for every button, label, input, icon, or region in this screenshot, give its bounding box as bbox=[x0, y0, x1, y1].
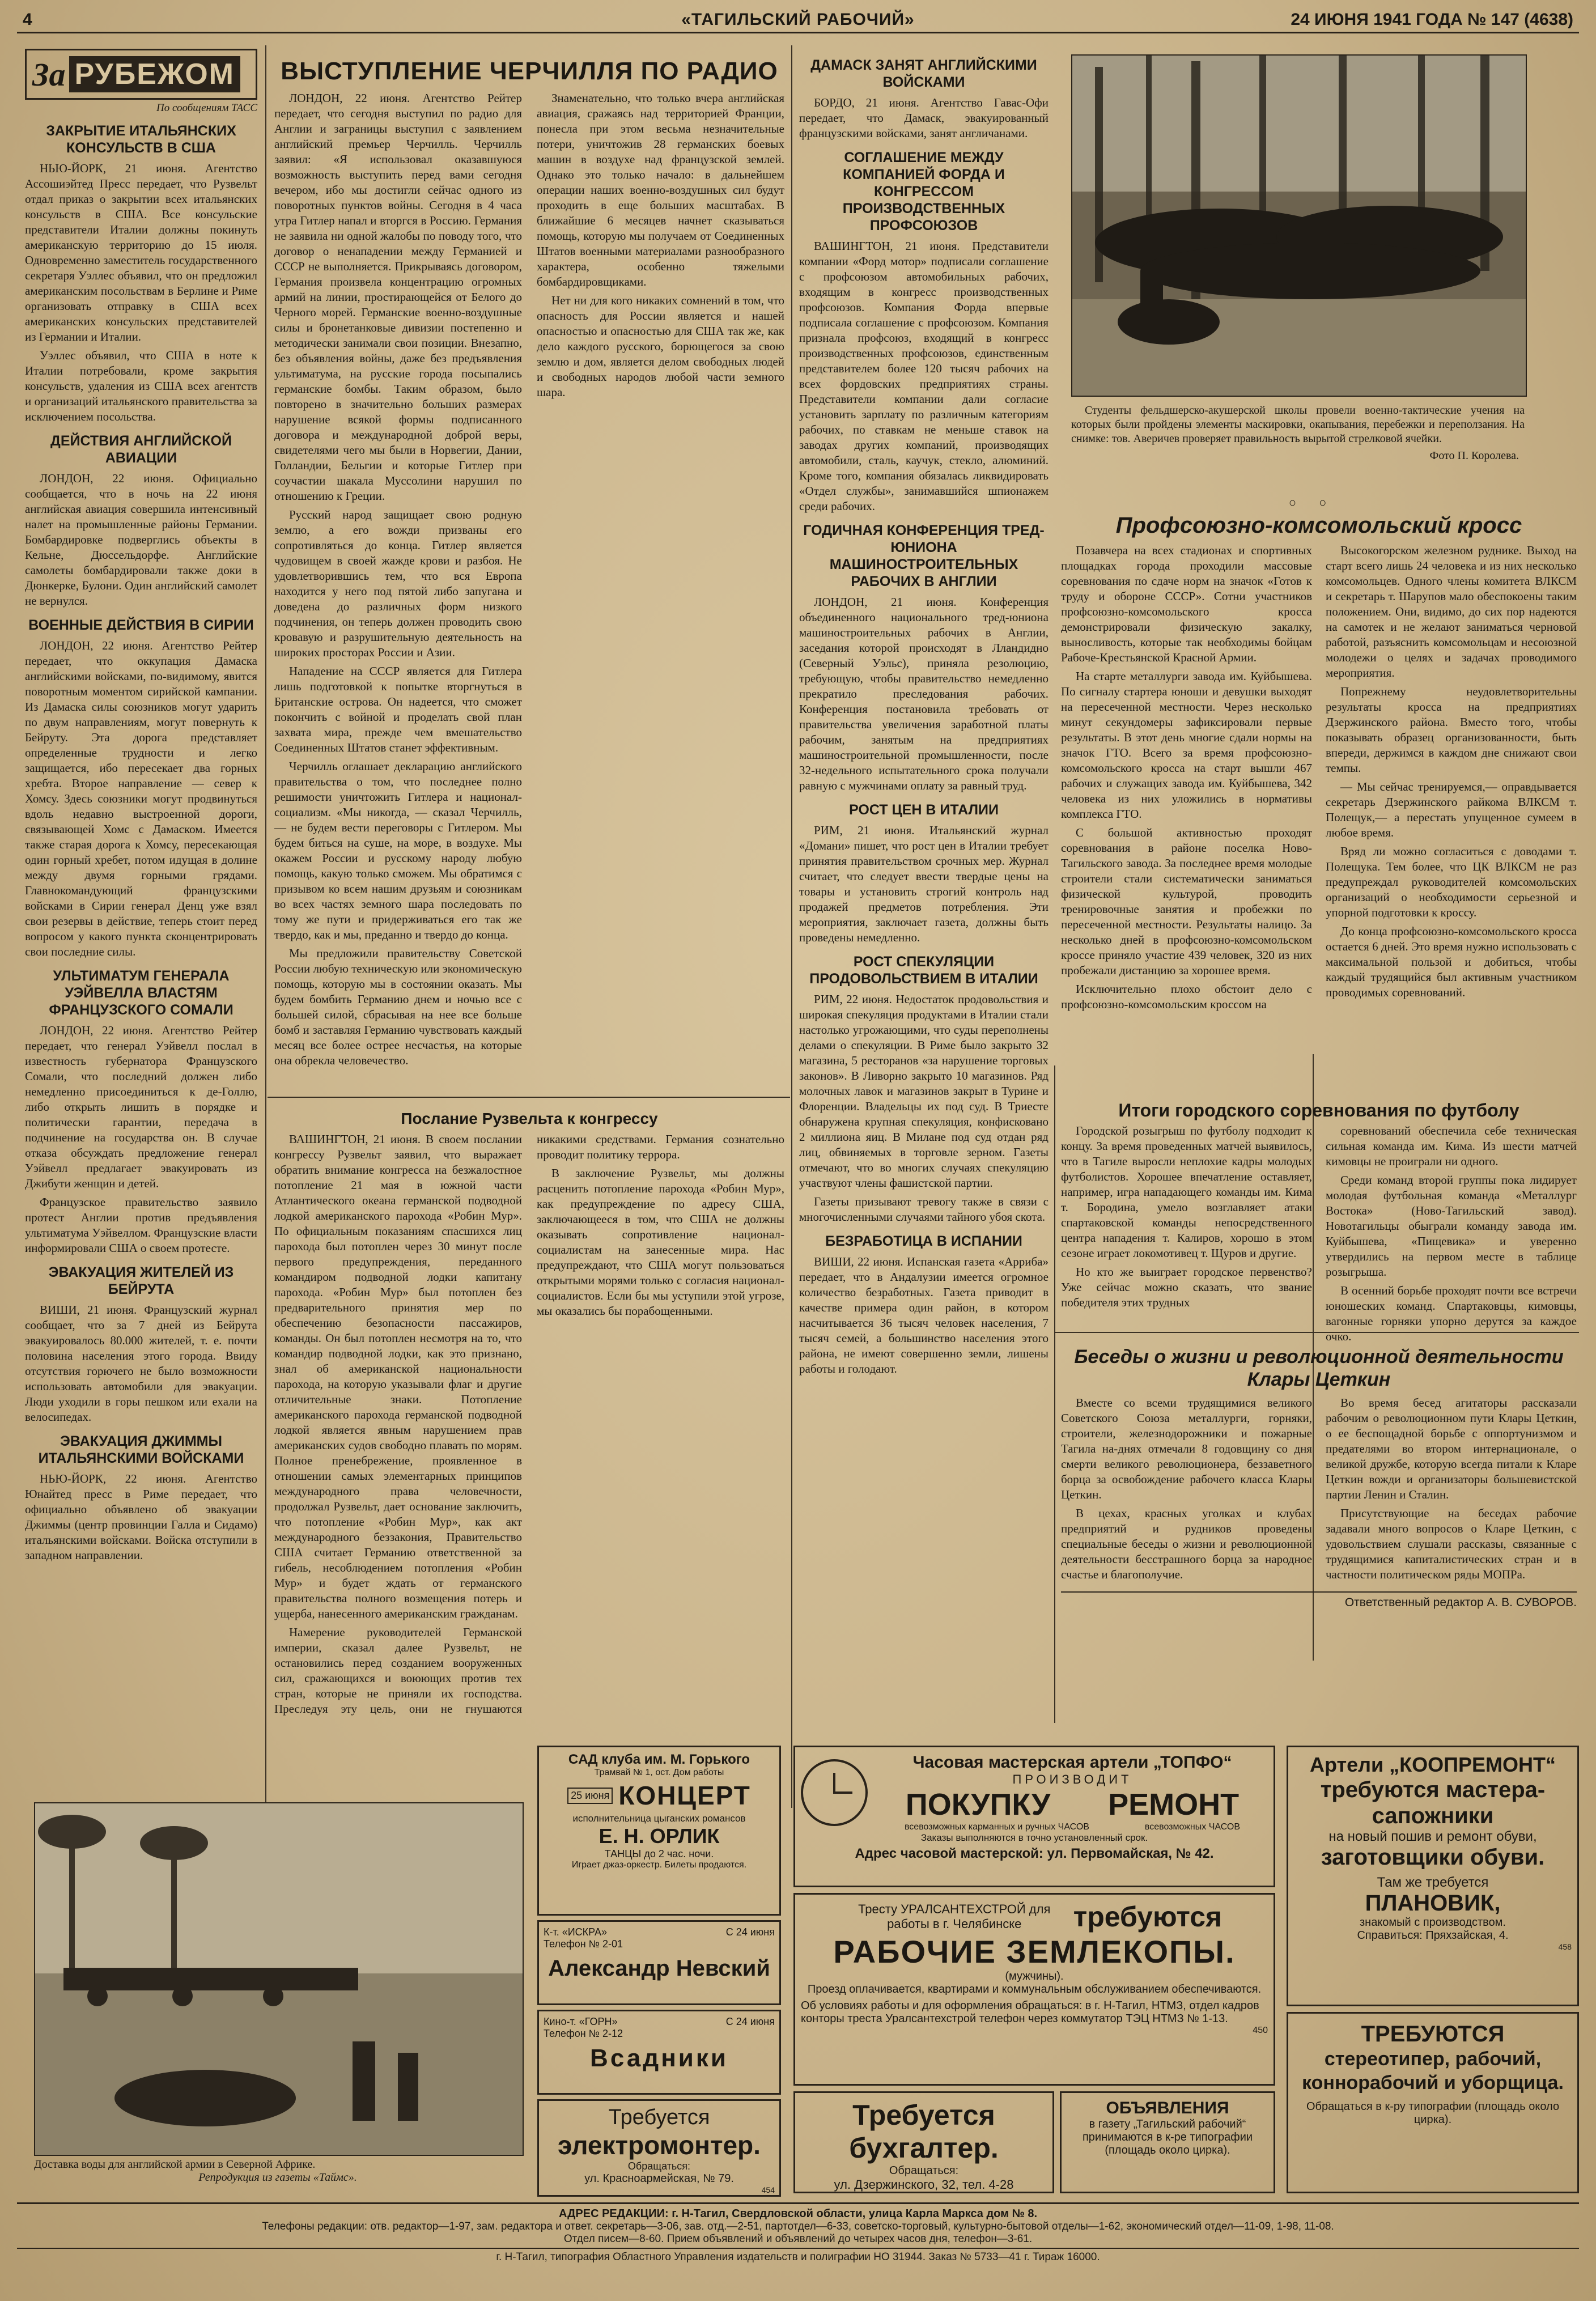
article-title: УЛЬТИМАТУМ ГЕНЕРАЛА УЭЙВЕЛЛА ВЛАСТЯМ ФРАНЦУЗСКОГО СОМАЛИ bbox=[49, 968, 234, 1018]
gorn-date: С 24 июня bbox=[725, 2016, 775, 2027]
club-date: 25 июня bbox=[567, 1788, 613, 1804]
diggers-required: требуются bbox=[1073, 1901, 1223, 1933]
article-title: ГОДИЧНАЯ КОНФЕРЕНЦИЯ ТРЕД-ЮНИОНА МАШИНОСТРОИТЕЛЬНЫХ РАБОЧИХ В АНГЛИИ bbox=[803, 523, 1045, 589]
stereo-jobs: стереотипер, рабочий, коннорабочий и уборщица. bbox=[1302, 2048, 1564, 2094]
footer-printing: г. Н-Тагил, типография Областного Управления издательств и полиграфии НО 31944. Заказ № 5733—41 г. Тираж 16000. bbox=[17, 2248, 1579, 2264]
diggers-num: 450 bbox=[1253, 2026, 1268, 2035]
paragraph: На старте металлурги завода им. Куйбышева. По сигналу стартера юноши и девушки выходят на пересеченной местности. Через несколько минут секундомеры зафиксировали первые результаты. В этот день многие сдали нормы на значок ГТО. Всего за время профсоюзно-комсомольского кросса на старт вышли 467 рабочих и служащих завода им. Куйбышева, 342 человека из них уложились в нормативы комплекса ГТО. bbox=[1061, 669, 1312, 821]
watch-all: всевозможных ЧАСОВ bbox=[1144, 1822, 1241, 1832]
paragraph: НЬЮ-ЙОРК, 21 июня. Агентство Ассошиэйтед Пресс передает, что Рузвельт отдал приказ о закрытии всех итальянских консульств в США. Все консульские представители Италии должны покинуть американскую территорию до 15 июля. Одновременно заместитель государственного секретаря Уэллес объявил, что он предложил американским посольствам в Берлине и Риме организовать отправку в США всех американских консульских представителей из Германии и Италии. bbox=[25, 162, 257, 343]
paragraph: Уэллес объявил, что США в ноте к Италии потребовали, кроме закрытия консульств, удаления из США всех агентств и организаций итальянского правительства за исключением посольства. bbox=[25, 349, 257, 423]
paragraph: ЛОНДОН, 22 июня. Агентство Рейтер передает, что оккупация Дамаска английскими войсками, по-видимому, явится поворотным моментом сирийской кампании. Из Дамаска силы союзников могут ударить по двум направлениям, могут повернуть к Бейруту. Эта дорога представляет определенные трудности и легко защищается, ибо пересекает два горных хребта. Второе направление — север к Хомсу. Здесь союзники могут продвинуться вдоль недавно выстроенной дороги, связывающей Хомс с Дамаском. Имеется также старая дорога к Хомсу, пересекающая один горный хребет, потом идущая в долине между двумя горными грядами. Главнокомандующий французскими войсками в Сирии генерал Денц уже взял свои резервы в действие, теперь стоит перед вопросом у какого пункта сконцентрировать свои последние силы. bbox=[25, 639, 257, 958]
football-article bbox=[1061, 1094, 1577, 1343]
electrician-address: ул. Красноармейская, № 79. bbox=[584, 2172, 734, 2185]
africa-photo-image bbox=[35, 1803, 523, 2155]
diggers-men: (мужчины). bbox=[1005, 1970, 1064, 1982]
kooprem-planner-req: знакомый с производством. bbox=[1359, 1916, 1506, 1929]
column-rule bbox=[1054, 1065, 1055, 1723]
training-photo-image bbox=[1072, 56, 1526, 396]
paragraph: Намерение руководителей Германской империи, сказал далее Рузвельт, не остановились перед созданием вооруженных сил, сражающихся и воюющих против тех стран, которые не приняли их господства. Преследуя эту цель, они не гнушаются никакими средствами. Германия сознательно проводит политику террора. bbox=[274, 1132, 784, 1716]
page-number: 4 bbox=[23, 10, 32, 29]
paragraph: — Мы сейчас тренируемся,— оправдывается секретарь Дзержинского райкома ВЛКСМ т. Полещук,— а перестать упущенное сумеем в любое время. bbox=[1326, 780, 1577, 839]
article-title: ЭВАКУАЦИЯ ДЖИММЫ ИТАЛЬЯНСКИМИ ВОЙСКАМИ bbox=[38, 1433, 244, 1466]
kooprem-num: 458 bbox=[1558, 1942, 1572, 1951]
electrician-title: электромонтер. bbox=[558, 2130, 761, 2160]
stereo-contact: Обращаться в к-ру типографии (площадь около цирка). bbox=[1306, 2100, 1560, 2126]
gorn-film: Всадники bbox=[590, 2044, 728, 2072]
paragraph: Французское правительство заявило протест Англии против предъявления ультиматума Уэйвеллом. Французские власти информировали США о своем протесте. bbox=[25, 1195, 257, 1255]
watch-address: Адрес часовой мастерской: ул. Первомайская, № 42. bbox=[855, 1846, 1214, 1861]
paragraph: Высокогорском железном руднике. Выход на старт всего лишь 24 человека и из них несколько комсомольцев. Одного члены комитета ВЛКСМ и секретарь т. Шарупов мало обеспокоены таким положением. Они, видимо, до сих пор надеются на самотек и не желают заниматься черновой работой, разъяснить комсомольцам и несоюзной молодежи о целях и задачах проводимого мероприятия. bbox=[1326, 544, 1577, 680]
electrician-contact-label: Обращаться: bbox=[627, 2160, 691, 2172]
column-rule bbox=[791, 45, 792, 1808]
paragraph: Русский народ защищает свою родную землю, а его вожди призваны его сопротивляться до конца. Гитлер является чудовищем в своей жажде крови и разбоя. Не удовлетворившись тем, что вся Европа находится у него под пятой либо запугана и доведена до различных форм низкого подчинения, он теперь должен проводить свою кровавую и разрушительную деятельность на широких просторах России и Азии. bbox=[274, 508, 522, 659]
rubric-za: За bbox=[32, 56, 66, 93]
gorn-phone: Телефон № 2-12 bbox=[544, 2028, 623, 2039]
paragraph: РИМ, 22 июня. Недостаток продовольствия и широкая спекуляция продуктами в Италии стали настолько угрожающими, что суды переполнены делами о спекуляции. В Риме было закрыто 32 магазина, 5 ресторанов «за нарушение торговых законов». В Ливорно закрыто 10 магазинов. Ряд молочных лавок и магазинов закрыт в Турине и Флоренции. Владельцы их под суд. В Триесте обнаружена крупная спекуляция, конфисковано 2 миллиона яиц. В Милане под суд отдан ряд лиц, обвиняемых в торговле зерном. Газеты отмечают, что во многих случаях спекуляцию участвуют члены фашистской партии. bbox=[799, 992, 1049, 1190]
paragraph: Вряд ли можно согласиться с доводами т. Полещука. Тем более, что ЦК ВЛКСМ не раз предупреждал руководителей комсомольских организаций о необходимости серьезной и упорной подготовки к кроссу. bbox=[1326, 844, 1577, 919]
paragraph: Среди команд второй группы пока лидирует молодая футбольная команда «Металлург Востока» (Ново-Тагильский завод). Новотагильцы обыграли команду завода им. Куйбышева, «Пищевика» и уверенно утвердились на первом месте в таблице розыгрыша. bbox=[1326, 1173, 1577, 1279]
club-tickets: Играет джаз-оркестр. Билеты продаются. bbox=[571, 1860, 747, 1870]
paragraph: В заключение Рузвельт, мы должны расценить потопление парохода «Робин Мур», как предупреждение по адресу США, заключающееся в том, что США не должны оказывать сопротивление национал-социалистам на занесенные мира. Нас предупреждают, что США могут пользоваться открытыми морями только с согласия национал-социалистов. Если бы мы уступили этой угрозе, мы оказались бы порабощенными. bbox=[537, 1166, 784, 1318]
zetkin-title: Беседы о жизни и революционной деятельности Клары Цеткин bbox=[1074, 1346, 1564, 1390]
club-performer: Е. Н. ОРЛИК bbox=[598, 1824, 720, 1848]
paragraph: Городской розыгрыш по футболу подходит к концу. За время проведенных матчей выявилось, что в Тагиле выросли неплохие кадры молодых футболистов. Хорошее впечатление оставляет, например, игра нападающего команды им. Кима т. Бородина, умело возглавляет атаки спартаковской команды непосредственного центра нападения т. Калиров, хорошо в этом сезоне играет локомотивец т. Щуров и другие. bbox=[1061, 1124, 1312, 1260]
iskra-ad bbox=[537, 1920, 781, 2005]
kooprem-name: Артели „КООПРЕМОНТ“ bbox=[1309, 1753, 1556, 1776]
article-title: ЗАКРЫТИЕ ИТАЛЬЯНСКИХ КОНСУЛЬСТВ В США bbox=[46, 123, 236, 156]
abroad-column bbox=[25, 49, 257, 1772]
paper-name: «ТАГИЛЬСКИЙ РАБОЧИЙ» bbox=[681, 10, 915, 29]
article-title: РОСТ СПЕКУЛЯЦИИ ПРОДОВОЛЬСТВИЕМ В ИТАЛИИ bbox=[809, 954, 1038, 987]
churchill-title: ВЫСТУПЛЕНИЕ ЧЕРЧИЛЛЯ ПО РАДИО bbox=[281, 57, 778, 85]
club-transport: Трамвай № 1, ост. Дом работы bbox=[594, 1768, 724, 1777]
iskra-film: Александр Невский bbox=[548, 1956, 770, 1981]
kooprem-ad bbox=[1287, 1746, 1579, 2006]
stereo-ad bbox=[1287, 2012, 1579, 2193]
training-credit: Фото П. Королева. bbox=[1429, 449, 1519, 462]
zetkin-col-b bbox=[1326, 1395, 1577, 1586]
zetkin-article bbox=[1061, 1338, 1577, 1695]
paragraph: Исключительно плохо обстоит дело с профсоюзно-комсомольским кроссом на bbox=[1061, 982, 1312, 1011]
paragraph: Вместе со всеми трудящимися великого Советского Союза металлурги, горняки, строители, железнодорожники и пожарные Тагила на-днях отмечали 8 годовщину со дня смерти великого революционера, беззаветного борца за освобождение рабочего класса Клары Цеткин. bbox=[1061, 1396, 1312, 1501]
masthead bbox=[17, 7, 1579, 33]
watch-produces: ПРОИЗВОДИТ bbox=[1012, 1772, 1132, 1786]
football-title: Итоги городского соревнования по футболу bbox=[1118, 1100, 1519, 1120]
iskra-phone: Телефон № 2-01 bbox=[544, 1938, 623, 1950]
roosevelt-article bbox=[274, 1102, 784, 1743]
paragraph: соревнований обеспечила себе техническая сильная команда им. Кима. Из шести матчей кимовцы не проиграли ни одного. bbox=[1326, 1124, 1577, 1168]
roosevelt-body bbox=[274, 1132, 784, 1738]
accountant-ad bbox=[793, 2091, 1054, 2193]
football-col-b bbox=[1326, 1123, 1577, 1348]
cross-title: Профсоюзно-комсомольский кросс bbox=[1115, 513, 1522, 538]
paragraph: Газеты призывают тревогу также в связи с многочисленными случаями тайного убоя скота. bbox=[799, 1195, 1049, 1224]
section-rule bbox=[268, 1097, 790, 1098]
paragraph: Мы предложили правительству Советской России любую техническую или экономическую помощь, которую мы в состоянии оказать. Мы будем бомбить Германию днем и ночью все с большей силой, сбрасывая на нее все больше бомб и заставляя Германию чувствовать каждый месяц все более острее несчастья, на которые она обрекла человечество. bbox=[274, 946, 522, 1067]
footer-phones: Телефоны редакции: отв. редактор—1-97, зам. редактора и ответ. секретарь—3-06, зав. отд.—2-51, партотдел—6-33, советско-торговый, культурно-бытовой отделы—1-62, экономический отдел—11-09, 1-98, 11-08. bbox=[262, 2221, 1334, 2232]
watch-pocket: всевозможных карманных и ручных ЧАСОВ bbox=[904, 1822, 1089, 1832]
accountant-address: ул. Дзержинского, 32, тел. 4-28 bbox=[834, 2177, 1014, 2192]
paragraph: Черчилль оглашает декларацию английского правительства о том, что последнее полно решимости уничтожить Гитлера и национал-социализм. «Мы никогда, — сказал Черчилль, — не будем вести переговоры с Гитлером. Мы будем биться на суше, на море, в воздухе. Мы окажем России и русскому народу любую помощь, какую только сможем. Мы обратимся с призывом ко всем нашим друзьям и союзникам во всех частях земного шара последовать по тому же пути и придерживаться его так же твердо, как и мы, преданно и твердо до конца. bbox=[274, 759, 522, 941]
paragraph: В осенний борьбе проходят почти все встречи юношеских команд. Спартаковцы, кимовцы, вагонные горняки упорно дерутся за каждое очко. bbox=[1326, 1284, 1577, 1343]
watch-shop: Часовая мастерская артели „ТОПФО“ bbox=[912, 1753, 1232, 1772]
accountant-title: Требуется бухгалтер. bbox=[849, 2099, 999, 2164]
abroad-rubric bbox=[25, 49, 257, 100]
abroad-items bbox=[25, 122, 257, 1563]
paragraph: ЛОНДОН, 21 июня. Конференция объединенного национального тред-юниона машиностроительных рабочих в Англии, заседания которой происходят в Лландидно (Северный Уэльс), приняла резолюцию, требующую, чтобы правительство немедленно прекратило преследования рабочих. Конференция постановила требовать от правительства увеличения заработной платы рабочим, занятым на предприятиях машиностроительной промышленности, после 32-недельного испытательного срока получали равную с мужчинами оплату за равный труд. bbox=[799, 595, 1049, 792]
paragraph: Нападение на СССР является для Гитлера лишь подготовкой к попытке вторгнуться в Британские острова. Он надеется, что сможет покончить с войной и проделать свой план захвата мира, прежде чем вмешательство Соединенных Штатов станет эффективным. bbox=[274, 664, 522, 754]
club-ad bbox=[537, 1746, 781, 1916]
kooprem-work: на новый пошив и ремонт обуви, bbox=[1328, 1829, 1537, 1844]
paragraph: ВИШИ, 21 июня. Французский журнал сообщает, что за 7 дней из Бейрута эвакуировалось 80.000 жителей, т. е. почти половина населения этого города. Ввиду отсутствия горючего не было возможности использовать автомобили для эвакуации. Люди уходили в горы пешком или ехали на велосипедах. bbox=[25, 1303, 257, 1424]
notices-title: ОБЪЯВЛЕНИЯ bbox=[1106, 2099, 1229, 2117]
paragraph: Присутствующие на беседах рабочие задавали много вопросов о Кларе Цеткин, с удовольствием слушали рассказы, связанные с трудящимися капиталистических стран и в частности политическом ряды МОПРа. bbox=[1326, 1506, 1577, 1581]
zetkin-col-a bbox=[1061, 1395, 1312, 1586]
training-photo bbox=[1071, 54, 1527, 397]
roosevelt-title: Послание Рузвельта к конгрессу bbox=[401, 1110, 658, 1127]
paragraph: С большой активностью проходят соревнования в районе поселка Ново-Тагильского завода. За последнее время молодые строители стали систематически заниматься физической культурой, проводить тренировочные занятия и пробежки по пересеченной местности. Результаты налицо. За несколько дней в профсоюзно-комсомольском кроссе приняло участие 439 человек, 320 из них пробежали дистанцию за хорошее время. bbox=[1061, 826, 1312, 977]
club-dancing: ТАНЦЫ до 2 час. ночи. bbox=[604, 1848, 714, 1860]
column-rule bbox=[265, 45, 266, 1808]
paragraph: БОРДО, 21 июня. Агентство Гавас-Офи передает, что Дамаск, эвакуированный французскими войсками, занят англичанами. bbox=[799, 96, 1049, 140]
paragraph: ЛОНДОН, 22 июня. Официально сообщается, что в ночь на 22 июня английская авиация совершила интенсивный налет на промышленные районы Германии. Бомбардировке подверглись объекты в Кельне, Дюссельдорфе. Английские самолеты бомбардировали также доки в Дюнкерке, Булони. Один английский самолет не вернулся. bbox=[25, 472, 257, 608]
cross-col-a bbox=[1061, 543, 1312, 1016]
news-column-3 bbox=[799, 49, 1049, 1749]
article-title: ЭВАКУАЦИЯ ЖИТЕЛЕЙ ИЗ БЕЙРУТА bbox=[48, 1264, 234, 1297]
gorn-ad bbox=[537, 2010, 781, 2095]
electrician-num: 454 bbox=[761, 2185, 775, 2194]
diggers-trust: Тресту УРАЛСАНТЕХСТРОЙ для работы в г. Челябинске bbox=[858, 1902, 1051, 1931]
cross-article: ○○ Профсоюзно-комсомольский кросс Позавчера на всех стадионах и спортивных площадках города проходили массовые соревнования по сдаче норм на значок «Готов к труду и обороне СССР». Сотни участников профсоюзно-комсомольского кросса демонстрировали физическую закалку, выносливость, которые так необходимы бойцам Рабоче-Крестьянской Красной Армии. На старте металлурги завода им. Куйбышева. По сигналу стартера юноши и девушки выходят на пересеченной местности. Через несколько минут секундомеры зафиксировали первые результаты. В этот день многие сдали нормы на значок ГТО. Всего за время профсоюзно-комсомольского кросса на старт вышли 467 рабочих и служащих завода им. Куйбышева, 342 человека из них уложились в нормативы комплекса ГТО. С большой активностью проходят соревнования в районе поселка Ново-Тагильского завода. За последнее время молодые строители стали систематически заниматься физической культурой, проводить тренировочные занятия и пробежки по пересеченной местности. Результаты налицо. За несколько дней в профсоюзно-комсомольском кроссе приняло участие 439 человек, 320 из них пробежали дистанцию за хорошее время. Исключительно плохо обстоит дело с профсоюзно-комсомольским кроссом на Высокогорском железном руднике. Выход на старт всего лишь 24 человека и из них несколько комсомольцев. Одного члены комитета ВЛКСМ и секретарь т. Шарупов мало обеспокоены таким положением. Они, видимо, до сих пор надеются на самотек и не желают заниматься черновой работой, разъяснить комсомольцам и несоюзной молодежи о целях и задачах проводимого мероприятия. Попрежнему неудовлетворительны результаты кросса на предприятиях Дзержинского района. Вместо того, чтобы показывать образец организованности, быть впереди, держимся в каждом дне снижают свои темпы. — Мы сейчас тренируемся,— оправдывается секретарь Дзержинского райкома ВЛКСМ т. Полещук,— а перестать упущенное сумеем в любое время. Вряд ли можно согласиться с доводами т. Полещука. Тем более, что ЦК ВЛКСМ не раз предупреждал руководителей комсомольских организаций о необходимости серьезной и упорной подготовки к кроссу. До конца профсоюзно-комсомольского кросса остается 6 дней. Это время нужно использовать с максимальной пользой и добиться, чтобы каждый трудящийся был активным участником проводимых соревнований. bbox=[1061, 493, 1577, 1065]
paragraph: До конца профсоюзно-комсомольского кросса остается 6 дней. Это время нужно использовать с максимальной пользой и добиться, чтобы каждый трудящийся был активным участником проводимых соревнований. bbox=[1326, 924, 1577, 999]
training-caption: Студенты фельдшерско-акушерской школы провели военно-тактические учения на которых были пройдены элементы маскировки, окапывания, перебежки и переползания. На снимке: тов. Аверичев проверяет правильность вырытой стрелковой ячейки. bbox=[1071, 404, 1525, 445]
club-event: КОНЦЕРТ bbox=[618, 1781, 751, 1810]
article-title: ВОЕННЫЕ ДЕЙСТВИЯ В СИРИИ bbox=[28, 617, 254, 633]
rubric-rubezhom: РУБЕЖОМ bbox=[69, 56, 240, 92]
football-col-a bbox=[1061, 1123, 1312, 1348]
paragraph: Знаменательно, что только вчера английская авиация, сражаясь над территорией Франции, понесла при этом весьма незначительные потери, уничтожив 28 германских боевых машин в воздухе над французской землей. Однако это только начало: в дальнейшем операции наших военно-воздушных сил будут проходить в еще больших масштабах. В ближайшие 6 месяцев начнет сказываться помощь, которую мы получаем от Соединенных Штатов военными материалами разнообразного характера, особенно тяжелыми бомбардировщиками. bbox=[537, 91, 784, 288]
paragraph: Во время бесед агитаторы рассказали рабочим о революционном пути Клары Цеткин, о ее беспощадной борьбе с оппортунизмом и предателями во втором интернационале, о великой дружбе, которую всегда питали к Кларе Цеткин вожди и организаторы большевистской партии Ленин и Сталин. bbox=[1326, 1396, 1577, 1501]
churchill-article bbox=[274, 54, 784, 1092]
paragraph: ВАШИНГТОН, 21 июня. В своем послании конгрессу Рузвельт заявил, что выражает обратить внимание конгресса на безжалостное потопление 21 мая в южной части Атлантического океана германской подводной лодкой американского парохода «Робин Мур». По официальным показаниям спасшихся лиц парохода был потоплен через 30 минут после первого предупреждения, переданного командиром подводной лодки капитану парохода. «Робин Мур» был потоплен без предварительного принятия мер по обеспечению безопасности пассажиров, команды. Он был потоплен несмотря на то, что командир подводной лодки, как это признано, знал об американской национальности парохода, на которую указывали флаг и другие отличительные знаки. Потопление американского парохода германской подводной лодкой является явным нарушением прав американских судов свободно плавать по морям. Полное пренебрежение, проявленное в отношении самых элементарных принципов международного права человечности, продолжал Рузвельт, дает основание заключить, что потопление «Робин Мур», как акт международного беззакония, Правительство США считает Германию ответственной за гибель, несоблюдением потопления «Робин Мур» и будет ждать от германского правительства полного возмещения потерь и ущерба, нанесенного американским гражданам. bbox=[274, 1132, 522, 1620]
paragraph: Позавчера на всех стадионах и спортивных площадках города проходили массовые соревнования по сдаче норм на значок «Готов к труду и обороне СССР». Сотни участников профсоюзно-комсомольского кросса демонстрировали физическую закалку, выносливость, которые так необходимы бойцам Рабоче-Крестьянской Красной Армии. bbox=[1061, 544, 1312, 664]
accountant-contact-label: Обращаться: bbox=[889, 2164, 959, 2177]
iskra-name: К-т. «ИСКРА» bbox=[544, 1926, 607, 1938]
kooprem-planner: ПЛАНОВИК, bbox=[1365, 1891, 1501, 1916]
kooprem-also: Там же требуется bbox=[1377, 1875, 1489, 1890]
col3-items bbox=[799, 57, 1049, 1377]
paragraph: Попрежнему неудовлетворительны результаты кросса на предприятиях Дзержинского района. Вместо того, чтобы показывать образец организованности, быть впереди, держимся в каждом дне снижают свои темпы. bbox=[1326, 685, 1577, 775]
cross-col-b bbox=[1326, 543, 1577, 1016]
article-title: БЕЗРАБОТИЦА В ИСПАНИИ bbox=[825, 1233, 1022, 1249]
issue-date: 24 ИЮНЯ 1941 ГОДА № 147 (4638) bbox=[1291, 10, 1573, 29]
footer-address: АДРЕС РЕДАКЦИИ: г. Н-Тагил, Свердловской области, улица Карла Маркса дом № 8. bbox=[558, 2207, 1038, 2220]
kooprem-required: требуются мастера-сапожники bbox=[1320, 1777, 1546, 1828]
paragraph: Но кто же выиграет городское первенство? Уже сейчас можно сказать, что звание победителя этих трудных bbox=[1061, 1265, 1312, 1309]
paragraph: В цехах, красных уголках и клубах предприятий и рудников проведены специальные беседы о жизни и революционной деятельности бесстрашного борца за народное счастье и благополучие. bbox=[1061, 1506, 1312, 1581]
paragraph: ЛОНДОН, 22 июня. Агентство Рейтер передает, что генерал Уэйвелл послал в известность губернатора Французского Сомали, что последний должен либо немедленно присоединиться к де-Голлю, либо открыть лишить в порядке и политически гарантии, передача в подчинение на государства он. В случае отказа обсуждать предложение генерал Уэйвелл предлагает эвакуировать из Джибути женщин и детей. bbox=[25, 1024, 257, 1190]
africa-caption: Доставка воды для английской армии в Северной Африке. bbox=[34, 2158, 316, 2171]
footer bbox=[17, 2202, 1579, 2295]
notices-text: в газету „Тагильский рабочий“ принимаются в к-ре типографии (площадь около цирка). bbox=[1082, 2118, 1253, 2156]
gorn-name: Кино-т. «ГОРН» bbox=[544, 2016, 618, 2027]
diggers-title: РАБОЧИЕ ЗЕМЛЕКОПЫ. bbox=[833, 1934, 1236, 1969]
kooprem-cutters: заготовщики обуви. bbox=[1321, 1845, 1545, 1870]
watch-ad bbox=[793, 1746, 1275, 1887]
paragraph: ВИШИ, 22 июня. Испанская газета «Арриба» передает, что в Андалузии имеется огромное количество безработных. Газета приводит в качестве примера один район, в котором насчитывается 36 тысяч человек населения, 7 тысяч семей, а большинство населения этого района, не имеют совершенно земли, лишены работы и голодают. bbox=[799, 1255, 1049, 1375]
africa-photo bbox=[34, 1802, 524, 2156]
kooprem-address: Справиться: Пряхзайская, 4. bbox=[1357, 1929, 1509, 1942]
watch-terms: Заказы выполняются в точно установленный срок. bbox=[920, 1832, 1148, 1843]
footer-letters: Отдел писем—8-60. Прием объявлений и объявлений до четырех часов дня, телефон—3-61. bbox=[563, 2233, 1033, 2245]
africa-credit: Репродукция из газеты «Таймс». bbox=[198, 2171, 357, 2184]
paragraph: ЛОНДОН, 22 июня. Агентство Рейтер передает, что сегодня выступил по радио для Англии и заграницы выступил с заявлением английский премьер Черчилль. Черчилль заявил: «Я использовал оказавшуюся возможность выступить перед вами сегодня вечером, ибо мы достигли сейчас одного из поворотных пунктов войны. Сегодня в 4 часа утра Гитлер напал и вторгся в Россию. Германия не заявила ни одной жалобы по поводу того, что договор о ненападении между Германией и СССР не выполняется. Прикрываясь договором, Германия произвела концентрацию огромных армий на линии, простирающейся от Белого до Черного морей. Германские военно-воздушные силы и бронетанковые дивизии постепенно и методически занимали свои позиции. Внезапно, без объявления войны, даже без предъявления ультиматума, на русские города посыпались германские бомбы. Таким образом, было повторено в значительно больших размерах нарушение всякой формы подписанного договора и международной доброй веры, свидетелями чего мы были в Норвегии, Дании, Голландии, Бельгии и которые Гитлер при соучастии шакала Муссолини нарушил по отношению к Греции. bbox=[274, 91, 522, 503]
diggers-travel: Проезд оплачивается, квартирами и коммунальным обслуживанием обеспечиваются. bbox=[807, 1983, 1262, 1996]
editor-line: Ответственный редактор А. В. СУВОРОВ. bbox=[1061, 1591, 1577, 1610]
electrician-ad bbox=[537, 2099, 781, 2197]
watch-repair: РЕМОНТ bbox=[1108, 1788, 1240, 1822]
notices-ad bbox=[1060, 2091, 1275, 2193]
rubric-source: По сообщениям ТАСС bbox=[156, 102, 257, 114]
clock-icon bbox=[801, 1759, 868, 1826]
paragraph: ВАШИНГТОН, 21 июня. Представители компании «Форд мотор» подписали соглашение с профсоюзом автомобильных рабочих, входящим в конгресс производственных профсоюзов. Компания Форда впервые подписала соглашение с профсоюзом. Компания признала профсоюз, входящий в конгресс производственных профсоюзов, единственным представителем более 120 тысяч рабочих на всех фордовских предприятиях страны. Представители компании дали согласие установить зарплату по различным категориям рабочих, по ставкам не меньше ставок на заводах других компаний, производящих автомобили, сталь, каучук, стекло, алюминий. Кроме того, компания обязалась ликвидировать «Отдел службы», занимавшийся шпионажем среди рабочих. bbox=[799, 239, 1049, 513]
watch-buy: ПОКУПКУ bbox=[905, 1788, 1051, 1822]
article-title: СОГЛАШЕНИЕ МЕЖДУ КОМПАНИЕЙ ФОРДА И КОНГРЕССОМ ПРОИЗВОДСТВЕННЫХ ПРОФСОЮЗОВ bbox=[842, 150, 1005, 234]
stereo-required: ТРЕБУЮТСЯ bbox=[1361, 2022, 1505, 2047]
club-performer-role: исполнительница цыганских романсов bbox=[572, 1813, 746, 1824]
club-name: СAД клуба им. М. Горького bbox=[568, 1752, 750, 1767]
iskra-date: С 24 июня bbox=[725, 1926, 775, 1938]
diggers-contact: Об условиях работы и для оформления обращаться: в г. Н-Тагил, НТМЗ, отдел кадров конторы треста Уралсантехстрой телефон через коммутатор ТЭЦ НТМЗ № 1-13. bbox=[801, 1999, 1259, 2025]
diggers-ad bbox=[793, 1893, 1275, 2086]
training-caption-block bbox=[1071, 400, 1525, 485]
paragraph: НЬЮ-ЙОРК, 22 июня. Агентство Юнайтед пресс в Риме передает, что официально объявлено об эвакуации Джиммы (центр провинции Галла и Сидамо) итальянскими войсками. Войска отступили в западном направлении. bbox=[25, 1472, 257, 1562]
electrician-required: Требуется bbox=[608, 2105, 710, 2129]
churchill-body bbox=[274, 91, 784, 1071]
paragraph: Нет ни для кого никаких сомнений в том, что опасность для России является и нашей опасностью и опасностью для США так же, как дело каждого русского, борющегося за свою землю и дом, является делом свободных людей и свободных народов любой части земного шара. bbox=[537, 294, 784, 399]
article-title: РОСТ ЦЕН В ИТАЛИИ bbox=[849, 802, 999, 818]
article-title: ДАМАСК ЗАНЯТ АНГЛИЙСКИМИ ВОЙСКАМИ bbox=[810, 57, 1037, 90]
africa-caption-block bbox=[34, 2158, 521, 2192]
article-title: ДЕЙСТВИЯ АНГЛИЙСКОЙ АВИАЦИИ bbox=[50, 433, 232, 466]
paragraph: РИМ, 21 июня. Итальянский журнал «Домани» пишет, что рост цен в Италии требует принятия правительством срочных мер. Журнал считает, что следует ввести твердые цены на товары и установить строгий контроль над продажей предметов потребления. Эти мероприятия, заключает газета, должны быть проведены немедленно. bbox=[799, 823, 1049, 944]
